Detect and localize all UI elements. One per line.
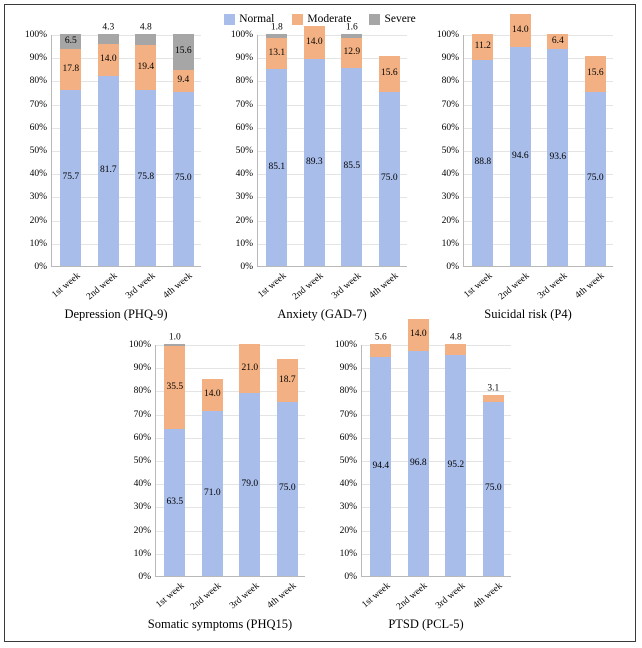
chart-title: Anxiety (GAD-7) <box>277 307 367 321</box>
bar-segment[interactable] <box>370 332 391 357</box>
y-axis <box>227 30 255 272</box>
bar-value-label: 14.0 <box>511 24 529 35</box>
stacked-bar[interactable] <box>277 344 298 576</box>
bar-value-label: 75.0 <box>586 173 604 184</box>
chart-anxiety <box>227 22 417 335</box>
chart-title: Suicidal risk (P4) <box>484 307 572 321</box>
bar-value-label: 75.8 <box>137 172 155 183</box>
y-axis-tick: 50% <box>235 146 253 156</box>
bar-segment[interactable] <box>60 49 81 90</box>
y-axis-tick: 90% <box>339 363 357 374</box>
chart-title: Somatic symptoms (PHQ15) <box>147 617 293 631</box>
y-axis-tick: 100% <box>24 30 47 40</box>
y-axis-tick: 90% <box>29 53 47 64</box>
stacked-bar[interactable] <box>370 332 391 576</box>
stacked-bar[interactable] <box>472 34 493 266</box>
bar-value-label: 94.4 <box>372 460 390 471</box>
y-axis-tick: 80% <box>235 76 253 87</box>
bar-segment[interactable] <box>98 22 119 44</box>
bar-value-label: 5.6 <box>374 332 387 343</box>
x-axis-tick-label: 4th week <box>265 581 299 611</box>
bar-value-label: 88.8 <box>474 157 492 168</box>
legend-swatch-icon <box>292 14 303 25</box>
y-axis-tick: 20% <box>441 215 459 226</box>
chart-ptsd <box>331 329 521 640</box>
bar-segment[interactable] <box>370 357 391 576</box>
y-axis-tick: 90% <box>235 53 253 64</box>
bar-segment[interactable] <box>510 14 531 46</box>
bar-segment[interactable] <box>266 38 287 68</box>
y-axis-tick: 0% <box>34 262 47 272</box>
y-axis-tick: 30% <box>235 192 253 203</box>
y-axis-tick: 30% <box>441 192 459 203</box>
y-axis-tick: 0% <box>138 572 151 582</box>
y-axis-tick: 30% <box>133 502 151 513</box>
bar-segment[interactable] <box>266 22 287 38</box>
bar-segment[interactable] <box>135 22 156 45</box>
plot-area <box>361 329 511 577</box>
y-axis-tick: 90% <box>133 363 151 374</box>
bar-segment[interactable] <box>510 47 531 266</box>
stacked-bar[interactable] <box>173 34 194 266</box>
bar-value-label: 96.8 <box>409 457 427 468</box>
x-axis-tick-label: 3rd week <box>123 271 158 302</box>
bar-value-label: 9.4 <box>177 75 190 86</box>
bar-segment[interactable] <box>173 70 194 92</box>
stacked-bar[interactable] <box>585 34 606 266</box>
y-axis-tick: 40% <box>339 479 357 490</box>
bar-segment[interactable] <box>164 429 185 576</box>
chart-title: Depression (PHQ-9) <box>64 307 168 321</box>
y-axis <box>331 340 359 582</box>
y-axis-tick: 40% <box>133 479 151 490</box>
y-axis-tick: 10% <box>441 238 459 249</box>
bar-value-label: 4.3 <box>102 22 115 33</box>
y-axis <box>433 30 461 272</box>
y-axis-tick: 30% <box>339 502 357 513</box>
y-axis-tick: 0% <box>344 572 357 582</box>
bar-value-label: 75.0 <box>278 483 296 494</box>
x-axis-tick-label: 4th week <box>367 271 401 301</box>
x-axis-tick-label: 2nd week <box>189 581 224 613</box>
plot-area <box>155 332 305 577</box>
bar-segment[interactable] <box>164 346 185 428</box>
bar-segment[interactable] <box>408 351 429 576</box>
y-axis-tick: 10% <box>339 548 357 559</box>
bar-segment[interactable] <box>277 402 298 576</box>
y-axis-tick: 60% <box>133 432 151 443</box>
chart-title: PTSD (PCL-5) <box>388 617 464 631</box>
chart-suicidal-risk <box>433 24 623 335</box>
x-axis-tick-label: 1st week <box>50 271 83 301</box>
y-axis-tick: 30% <box>29 192 47 203</box>
legend-label: Severe <box>384 13 416 25</box>
y-axis-tick: 50% <box>29 146 47 156</box>
bar-value-label: 4.8 <box>449 332 462 343</box>
bar-segment[interactable] <box>266 69 287 266</box>
stacked-bar[interactable] <box>98 22 119 266</box>
bar-value-label: 93.6 <box>549 151 567 162</box>
plot-area <box>51 22 201 267</box>
bar-value-label: 81.7 <box>99 165 117 176</box>
bar-value-label: 18.7 <box>278 374 296 385</box>
bar-segment[interactable] <box>135 45 156 90</box>
bar-value-label: 71.0 <box>203 487 221 498</box>
stacked-bar[interactable] <box>239 344 260 576</box>
x-axis-tick-label: 2nd week <box>497 271 532 303</box>
y-axis-tick: 50% <box>441 146 459 156</box>
bar-segment[interactable] <box>472 60 493 266</box>
stacked-bar[interactable] <box>547 34 568 266</box>
bar-value-label: 1.0 <box>168 332 181 343</box>
bar-value-label: 75.7 <box>62 172 80 183</box>
bar-segment[interactable] <box>341 68 362 266</box>
legend-label: Moderate <box>307 13 352 25</box>
bar-value-label: 19.4 <box>137 61 155 72</box>
bar-segment[interactable] <box>202 379 223 411</box>
stacked-bar[interactable] <box>304 34 325 266</box>
chart-depression <box>21 22 211 335</box>
x-axis-tick-label: 3rd week <box>535 271 570 302</box>
bar-segment[interactable] <box>379 92 400 266</box>
bar-segment[interactable] <box>472 34 493 60</box>
bar-value-label: 75.0 <box>174 173 192 184</box>
y-axis-tick: 90% <box>441 53 459 64</box>
bar-segment[interactable] <box>585 92 606 266</box>
y-axis-tick: 0% <box>240 262 253 272</box>
bar-value-label: 75.0 <box>380 173 398 184</box>
y-axis-tick: 60% <box>29 122 47 133</box>
bar-value-label: 3.1 <box>487 383 500 394</box>
stacked-bar[interactable] <box>60 34 81 266</box>
plot-area <box>463 24 613 267</box>
bar-value-label: 21.0 <box>241 362 259 373</box>
bar-segment[interactable] <box>98 76 119 266</box>
y-axis-tick: 10% <box>29 238 47 249</box>
y-axis-tick: 60% <box>339 432 357 443</box>
y-axis-tick: 70% <box>29 99 47 110</box>
x-axis-tick-label: 1st week <box>462 271 495 301</box>
y-axis-tick: 100% <box>334 340 357 350</box>
legend-item <box>369 13 415 25</box>
bar-segment[interactable] <box>304 26 325 58</box>
y-axis-tick: 10% <box>235 238 253 249</box>
stacked-bar[interactable] <box>341 22 362 266</box>
y-axis-tick: 0% <box>446 262 459 272</box>
bar-value-label: 15.6 <box>174 46 192 57</box>
stacked-bar[interactable] <box>379 34 400 266</box>
bar-segment[interactable] <box>135 90 156 266</box>
bar-segment[interactable] <box>60 34 81 49</box>
y-axis-tick: 80% <box>441 76 459 87</box>
x-axis-tick-label: 3rd week <box>433 581 468 612</box>
bar-value-label: 4.8 <box>139 22 152 33</box>
chart-somatic-symptoms <box>125 332 315 640</box>
stacked-bar[interactable] <box>510 24 531 266</box>
bar-value-label: 14.0 <box>409 329 427 340</box>
bar-segment[interactable] <box>239 393 260 576</box>
bar-segment[interactable] <box>445 332 466 355</box>
bar-value-label: 6.5 <box>64 35 77 46</box>
x-axis-tick-label: 4th week <box>161 271 195 301</box>
bar-value-label: 89.3 <box>305 156 323 167</box>
bar-segment[interactable] <box>585 56 606 92</box>
bar-segment[interactable] <box>408 319 429 351</box>
y-axis-tick: 100% <box>230 30 253 40</box>
bar-segment[interactable] <box>173 34 194 70</box>
legend-swatch-icon <box>369 14 380 25</box>
bar-segment[interactable] <box>341 38 362 68</box>
bar-value-label: 13.1 <box>268 47 286 58</box>
y-axis-tick: 20% <box>133 525 151 536</box>
y-axis-tick: 70% <box>133 409 151 420</box>
y-axis <box>21 30 49 272</box>
x-axis-tick-label: 3rd week <box>227 581 262 612</box>
stacked-bar[interactable] <box>266 22 287 266</box>
bar-value-label: 35.5 <box>166 381 184 392</box>
legend-swatch-icon <box>224 14 235 25</box>
plot-area <box>257 22 407 267</box>
bar-segment[interactable] <box>445 355 466 576</box>
bar-value-label: 14.0 <box>99 54 117 65</box>
x-axis-tick-label: 3rd week <box>329 271 364 302</box>
y-axis-tick: 70% <box>235 99 253 110</box>
y-axis-tick: 20% <box>29 215 47 226</box>
bar-value-label: 1.8 <box>270 22 283 33</box>
bar-segment[interactable] <box>173 92 194 266</box>
x-axis-tick-label: 2nd week <box>291 271 326 303</box>
x-axis-tick-label: 4th week <box>573 271 607 301</box>
y-axis-tick: 80% <box>339 386 357 397</box>
y-axis-tick: 100% <box>436 30 459 40</box>
y-axis-tick: 70% <box>339 409 357 420</box>
bar-segment[interactable] <box>483 402 504 576</box>
stacked-bar[interactable] <box>135 22 156 266</box>
bar-value-label: 79.0 <box>241 478 259 489</box>
bar-value-label: 15.6 <box>586 68 604 79</box>
x-axis-tick-label: 2nd week <box>85 271 120 303</box>
legend-label: Normal <box>239 13 275 25</box>
y-axis-tick: 10% <box>133 548 151 559</box>
stacked-bar[interactable] <box>445 332 466 576</box>
bar-segment[interactable] <box>547 34 568 49</box>
bar-segment[interactable] <box>483 383 504 402</box>
figure-frame <box>4 4 636 642</box>
bar-value-label: 85.1 <box>268 161 286 172</box>
y-axis-tick: 60% <box>441 122 459 133</box>
bar-value-label: 15.6 <box>380 68 398 79</box>
x-axis-tick-label: 1st week <box>256 271 289 301</box>
bar-segment[interactable] <box>60 90 81 266</box>
y-axis-tick: 40% <box>29 169 47 180</box>
legend-item <box>224 13 274 25</box>
x-axis-tick-label: 4th week <box>471 581 505 611</box>
bar-segment[interactable] <box>304 59 325 266</box>
y-axis-tick: 20% <box>235 215 253 226</box>
y-axis-tick: 20% <box>339 525 357 536</box>
x-axis-tick-label: 1st week <box>360 581 393 611</box>
bar-value-label: 75.0 <box>484 483 502 494</box>
bar-segment[interactable] <box>277 359 298 402</box>
bar-segment[interactable] <box>379 56 400 92</box>
bar-segment[interactable] <box>98 44 119 76</box>
stacked-bar[interactable] <box>202 344 223 576</box>
x-axis-tick-label: 2nd week <box>395 581 430 613</box>
y-axis-tick: 70% <box>441 99 459 110</box>
bar-segment[interactable] <box>239 344 260 393</box>
bar-segment[interactable] <box>341 22 362 38</box>
chart-legend <box>5 13 635 25</box>
bar-segment[interactable] <box>164 332 185 346</box>
y-axis-tick: 60% <box>235 122 253 133</box>
bar-value-label: 94.6 <box>511 150 529 161</box>
bar-value-label: 14.0 <box>305 36 323 47</box>
y-axis-tick: 50% <box>133 456 151 466</box>
stacked-bar[interactable] <box>483 344 504 576</box>
bar-value-label: 6.4 <box>551 35 564 46</box>
bar-value-label: 1.6 <box>345 22 358 33</box>
stacked-bar[interactable] <box>408 329 429 576</box>
bar-value-label: 17.8 <box>62 64 80 74</box>
stacked-bar[interactable] <box>164 332 185 576</box>
y-axis-tick: 40% <box>441 169 459 180</box>
y-axis-tick: 80% <box>133 386 151 397</box>
y-axis-tick: 40% <box>235 169 253 180</box>
bar-segment[interactable] <box>202 411 223 576</box>
bar-value-label: 14.0 <box>203 389 221 400</box>
legend-item <box>292 13 351 25</box>
bar-value-label: 63.5 <box>166 496 184 507</box>
x-axis-tick-label: 1st week <box>154 581 187 611</box>
bar-value-label: 95.2 <box>447 459 465 470</box>
y-axis-tick: 100% <box>128 340 151 350</box>
bar-value-label: 85.5 <box>343 161 361 172</box>
bar-segment[interactable] <box>547 49 568 266</box>
y-axis <box>125 340 153 582</box>
y-axis-tick: 50% <box>339 456 357 466</box>
y-axis-tick: 80% <box>29 76 47 87</box>
bar-value-label: 12.9 <box>343 46 361 57</box>
bar-value-label: 11.2 <box>474 41 491 52</box>
